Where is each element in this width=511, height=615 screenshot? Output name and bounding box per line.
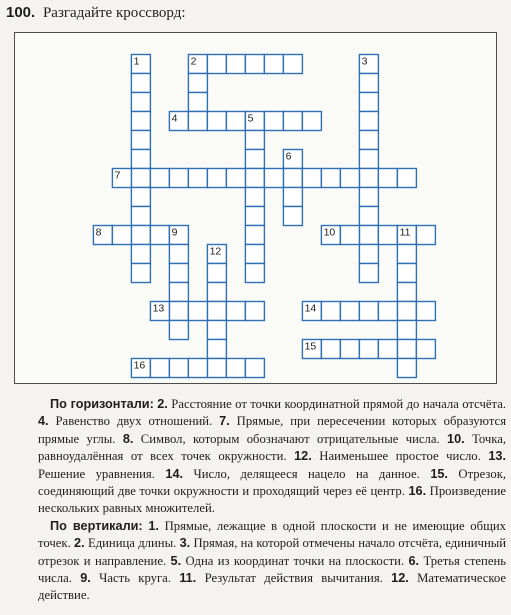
horizontal-clue-text: Точка, равноудалённая от всех точек окружности.: [38, 431, 507, 464]
crossword-cell[interactable]: [131, 207, 150, 226]
crossword-cell[interactable]: [397, 359, 416, 378]
crossword-cell[interactable]: [188, 74, 207, 93]
horizontal-clue-text: Расстояние от точки координатной прямой до начала отсчёта.: [171, 397, 507, 411]
crossword-cell[interactable]: [397, 340, 416, 359]
crossword-cell[interactable]: [188, 359, 207, 378]
crossword-cell[interactable]: [283, 207, 302, 226]
horizontal-clue-text: Произведение нескольких равных множителей.: [38, 484, 507, 516]
crossword-cell[interactable]: [264, 112, 283, 131]
crossword-cell[interactable]: [169, 321, 188, 340]
vertical-heading: По вертикали:: [50, 518, 143, 533]
crossword-cell[interactable]: [359, 93, 378, 112]
crossword-cell[interactable]: [245, 188, 264, 207]
crossword-cell[interactable]: [131, 112, 150, 131]
crossword-cell[interactable]: [245, 359, 264, 378]
crossword-cell[interactable]: [226, 302, 245, 321]
vertical-clue-text: Часть круга.: [99, 571, 171, 586]
crossword-cell[interactable]: [131, 226, 150, 245]
crossword-cell[interactable]: [207, 112, 226, 131]
crossword-cell[interactable]: [359, 112, 378, 131]
crossword-cell[interactable]: [397, 302, 416, 321]
clue-number-label: 6: [285, 150, 292, 163]
crossword-cell[interactable]: [226, 169, 245, 188]
crossword-cell[interactable]: [226, 359, 245, 378]
crossword-cell[interactable]: [131, 264, 150, 283]
crossword-cell[interactable]: [359, 340, 378, 359]
crossword-cell[interactable]: [131, 74, 150, 93]
clue-number-label: 8: [95, 226, 102, 239]
crossword-cell[interactable]: [207, 169, 226, 188]
crossword-cell[interactable]: [207, 359, 226, 378]
crossword-cell[interactable]: [169, 169, 188, 188]
vertical-clue-number: 6.: [408, 553, 420, 568]
horizontal-clues: [38, 396, 506, 518]
clue-number-label: 11: [399, 226, 411, 239]
horizontal-clue-text: Символ, которым обозначают отрицательные числа.: [140, 431, 440, 446]
crossword-cell[interactable]: [340, 340, 359, 359]
vertical-clue-number: 11.: [179, 571, 197, 586]
crossword-cell[interactable]: [245, 302, 264, 321]
crossword-cell[interactable]: [150, 226, 169, 245]
crossword-cell[interactable]: [397, 245, 416, 264]
crossword-cell[interactable]: [397, 169, 416, 188]
horizontal-clue-number: 14.: [165, 466, 184, 481]
vertical-clue-number: 12.: [391, 571, 409, 586]
horizontal-clue-text: Отрезок, соединяющий две точки окружности и проходящий через её центр.: [38, 466, 507, 499]
crossword-cell[interactable]: [397, 321, 416, 340]
crossword-cell[interactable]: [416, 340, 435, 359]
clue-number-label: 5: [247, 112, 254, 125]
crossword-cell[interactable]: [207, 340, 226, 359]
horizontal-clue-number: 12.: [294, 449, 312, 464]
clue-number-label: 16: [133, 359, 146, 372]
crossword-cell[interactable]: [302, 112, 321, 131]
crossword-cell[interactable]: [416, 302, 435, 321]
horizontal-clue-number: 7.: [219, 414, 230, 429]
crossword-cell[interactable]: [416, 226, 435, 245]
vertical-clue-number: 1.: [148, 518, 159, 533]
clue-number-label: 7: [114, 169, 121, 182]
horizontal-clue-text: Прямые, при пересечении которых образуются прямые углы.: [38, 414, 507, 446]
clue-number-label: 10: [323, 226, 336, 239]
crossword-cell[interactable]: [359, 207, 378, 226]
crossword-cell[interactable]: [207, 55, 226, 74]
crossword-cell[interactable]: [359, 74, 378, 93]
crossword-cell[interactable]: [188, 112, 207, 131]
horizontal-clue-number: 15.: [430, 466, 448, 481]
crossword-cell[interactable]: [150, 169, 169, 188]
crossword-cell[interactable]: [283, 112, 302, 131]
crossword-cell[interactable]: [378, 340, 397, 359]
crossword-cell[interactable]: [397, 283, 416, 302]
clues-section: [38, 396, 506, 605]
vertical-clue-text: Результат действия вычитания.: [204, 571, 383, 586]
exercise-header: [6, 4, 186, 22]
horizontal-clue-text: Наименьшее простое число.: [319, 449, 481, 464]
vertical-clue-text: Математическое действие.: [38, 571, 507, 603]
crossword-cell[interactable]: [131, 150, 150, 169]
crossword-cell[interactable]: [359, 188, 378, 207]
clue-number-label: 15: [304, 340, 317, 353]
horizontal-clue-number: 16.: [408, 484, 427, 499]
crossword-cell[interactable]: [264, 55, 283, 74]
crossword-cell[interactable]: [207, 264, 226, 283]
crossword-cell[interactable]: [302, 169, 321, 188]
crossword-cell[interactable]: [226, 112, 245, 131]
vertical-clue-number: 2.: [74, 536, 85, 551]
clue-number-label: 4: [171, 112, 178, 125]
clue-number-label: 9: [171, 226, 178, 239]
horizontal-clue-number: 2.: [157, 397, 168, 411]
crossword-cell[interactable]: [245, 150, 264, 169]
crossword-cell[interactable]: [188, 302, 207, 321]
crossword-cell[interactable]: [169, 245, 188, 264]
crossword-cell[interactable]: [283, 55, 302, 74]
crossword-cell[interactable]: [397, 264, 416, 283]
crossword-cell[interactable]: [207, 321, 226, 340]
horizontal-clue-number: 8.: [122, 431, 134, 446]
crossword-cell[interactable]: [207, 302, 226, 321]
vertical-clue-number: 3.: [179, 536, 191, 551]
crossword-cell[interactable]: [283, 188, 302, 207]
crossword-cell[interactable]: [245, 245, 264, 264]
crossword-cell[interactable]: [340, 302, 359, 321]
vertical-clue-text: Прямые, лежащие в одной плоскости и не имеющие общих точек.: [38, 518, 506, 551]
exercise-number: 100.: [6, 4, 36, 21]
crossword-cell[interactable]: [321, 302, 340, 321]
crossword-cell[interactable]: [340, 226, 359, 245]
crossword-cell[interactable]: [321, 340, 340, 359]
crossword-frame: [14, 32, 497, 384]
crossword-cell[interactable]: [226, 55, 245, 74]
crossword-cell[interactable]: [131, 169, 150, 188]
crossword-cell[interactable]: [264, 169, 283, 188]
vertical-clue-text: Третья степень числа.: [38, 553, 507, 586]
horizontal-clue-number: 10.: [447, 431, 465, 446]
vertical-clue-text: Прямая, на которой отмечены начало отсчёта, единичный отрезок и направление.: [38, 536, 507, 568]
crossword-cell[interactable]: [245, 207, 264, 226]
vertical-clue-text: Одна из координат точки на плоскости.: [185, 553, 405, 568]
clue-number-label: 1: [133, 55, 140, 68]
crossword-cell[interactable]: [245, 169, 264, 188]
crossword-cell[interactable]: [131, 131, 150, 150]
exercise-title: Разгадайте кроссворд:: [42, 5, 186, 21]
crossword-cell[interactable]: [359, 302, 378, 321]
crossword-grid: [15, 33, 498, 385]
horizontal-clue-text: Решение уравнения.: [38, 466, 155, 481]
crossword-cell[interactable]: [359, 264, 378, 283]
crossword-cell[interactable]: [169, 283, 188, 302]
horizontal-clue-text: Число, делящееся нацело на данное.: [193, 466, 420, 481]
horizontal-clue-text: Равенство двух отношений.: [55, 414, 213, 429]
crossword-cell[interactable]: [150, 359, 169, 378]
clue-number-label: 12: [209, 245, 222, 258]
clue-number-label: 2: [190, 55, 197, 68]
crossword-cell[interactable]: [359, 245, 378, 264]
horizontal-heading: По горизонтали:: [50, 397, 154, 411]
crossword-cell[interactable]: [359, 169, 378, 188]
crossword-cell[interactable]: [245, 226, 264, 245]
crossword-cell[interactable]: [207, 283, 226, 302]
crossword-cell[interactable]: [188, 93, 207, 112]
crossword-cell[interactable]: [378, 226, 397, 245]
crossword-cell[interactable]: [245, 264, 264, 283]
horizontal-clue-number: 4.: [38, 414, 49, 429]
crossword-cell[interactable]: [378, 302, 397, 321]
crossword-cell[interactable]: [340, 169, 359, 188]
horizontal-clue-number: 13.: [488, 449, 507, 464]
crossword-cell[interactable]: [245, 55, 264, 74]
vertical-clue-text: Единица длины.: [87, 536, 177, 551]
crossword-cell[interactable]: [131, 93, 150, 112]
crossword-cell[interactable]: [169, 302, 188, 321]
crossword-cell[interactable]: [359, 150, 378, 169]
vertical-clue-number: 9.: [80, 571, 91, 586]
crossword-cell[interactable]: [169, 264, 188, 283]
crossword-cell[interactable]: [359, 131, 378, 150]
vertical-clue-number: 5.: [170, 553, 182, 568]
clue-number-label: 3: [361, 55, 368, 68]
crossword-cell[interactable]: [321, 169, 340, 188]
crossword-cell[interactable]: [359, 226, 378, 245]
crossword-cell[interactable]: [378, 169, 397, 188]
clue-number-label: 14: [304, 302, 317, 315]
crossword-cell[interactable]: [188, 169, 207, 188]
crossword-cell[interactable]: [131, 245, 150, 264]
crossword-cell[interactable]: [112, 226, 131, 245]
vertical-clues: [38, 518, 506, 605]
clue-number-label: 13: [152, 302, 165, 315]
crossword-cell[interactable]: [169, 359, 188, 378]
crossword-cell[interactable]: [283, 169, 302, 188]
crossword-cell[interactable]: [245, 131, 264, 150]
crossword-cell[interactable]: [131, 188, 150, 207]
